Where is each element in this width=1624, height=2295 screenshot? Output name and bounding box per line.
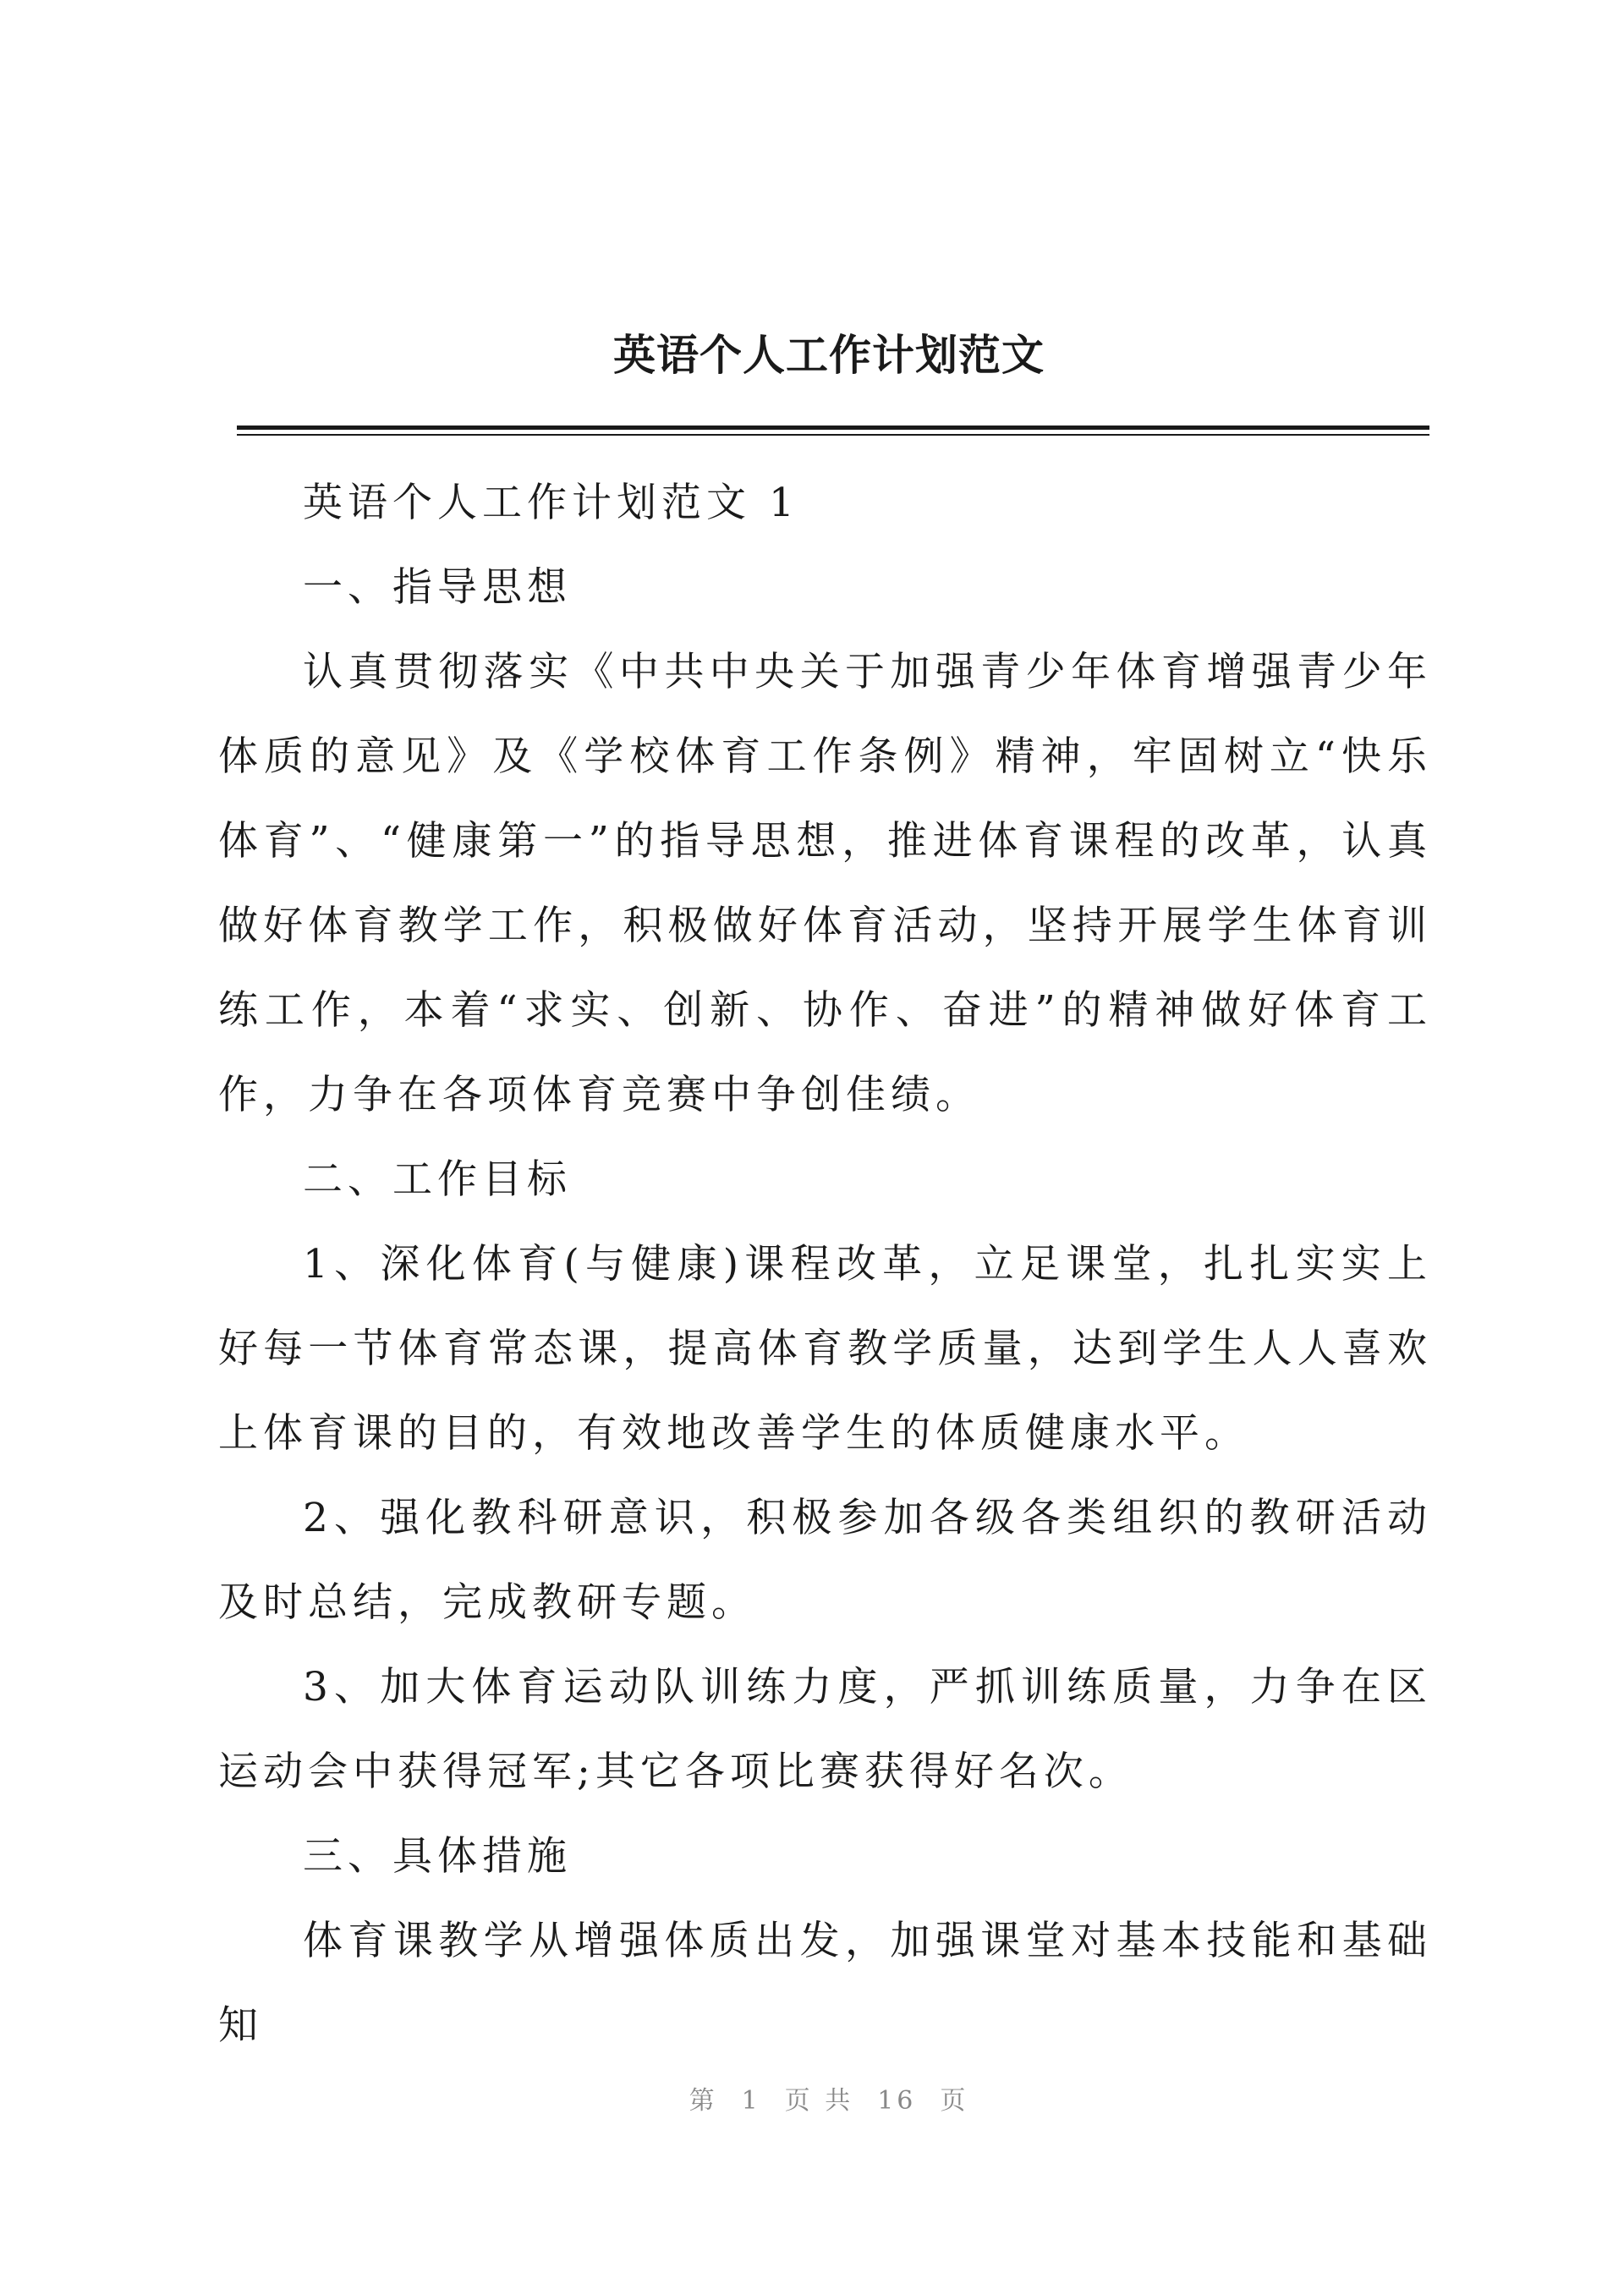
total-pages-number: 16 bbox=[877, 2086, 917, 2116]
page-label-mid: 页 共 bbox=[784, 2086, 854, 2116]
body-paragraph: 2、强化教科研意识，积极参加各级各类组织的教研活动及时总结，完成教研专题。 bbox=[218, 1495, 1432, 1626]
body-paragraph: 1、深化体育(与健康)课程改革，立足课堂，扎扎实实上好每一节体育常态课，提高体育教学质量，达到学生人人喜欢上体育课的目的，有效地改善学生的体质健康水平。 bbox=[218, 1241, 1432, 1457]
document-title: 英语个人工作计划范文 bbox=[613, 330, 1045, 380]
page-label-suffix: 页 bbox=[940, 2086, 969, 2116]
current-page-number: 1 bbox=[741, 2086, 761, 2116]
page-footer bbox=[0, 2079, 1624, 2117]
title-divider-thin bbox=[237, 434, 1429, 436]
section-heading: 英语个人工作计划范文 1 bbox=[303, 480, 799, 526]
section-heading: 三、具体措施 bbox=[303, 1833, 572, 1880]
body-paragraph: 3、加大体育运动队训练力度，严抓训练质量，力争在区运动会中获得冠军;其它各项比赛获得好名次。 bbox=[218, 1664, 1432, 1795]
page-label-prefix: 第 bbox=[689, 2086, 718, 2116]
body-paragraph: 体育课教学从增强体质出发，加强课堂对基本技能和基础知 bbox=[218, 1918, 1432, 2049]
section-heading: 一、指导思想 bbox=[303, 564, 572, 611]
document-body bbox=[218, 461, 1432, 2068]
section-heading: 二、工作目标 bbox=[303, 1156, 572, 1203]
body-paragraph: 认真贯彻落实《中共中央关于加强青少年体育增强青少年体质的意见》及《学校体育工作条例》精神，牢固树立“快乐体育”、“健康第一”的指导思想，推进体育课程的改革，认真做好体育教学工作，积极做好体育活动，坚持开展学生体育训练工作，本着“求实、创新、协作、奋进”的精神做好体育工作，力争在各项体育竞赛中争创佳绩。 bbox=[218, 649, 1432, 1118]
title-divider-thick bbox=[237, 426, 1429, 430]
